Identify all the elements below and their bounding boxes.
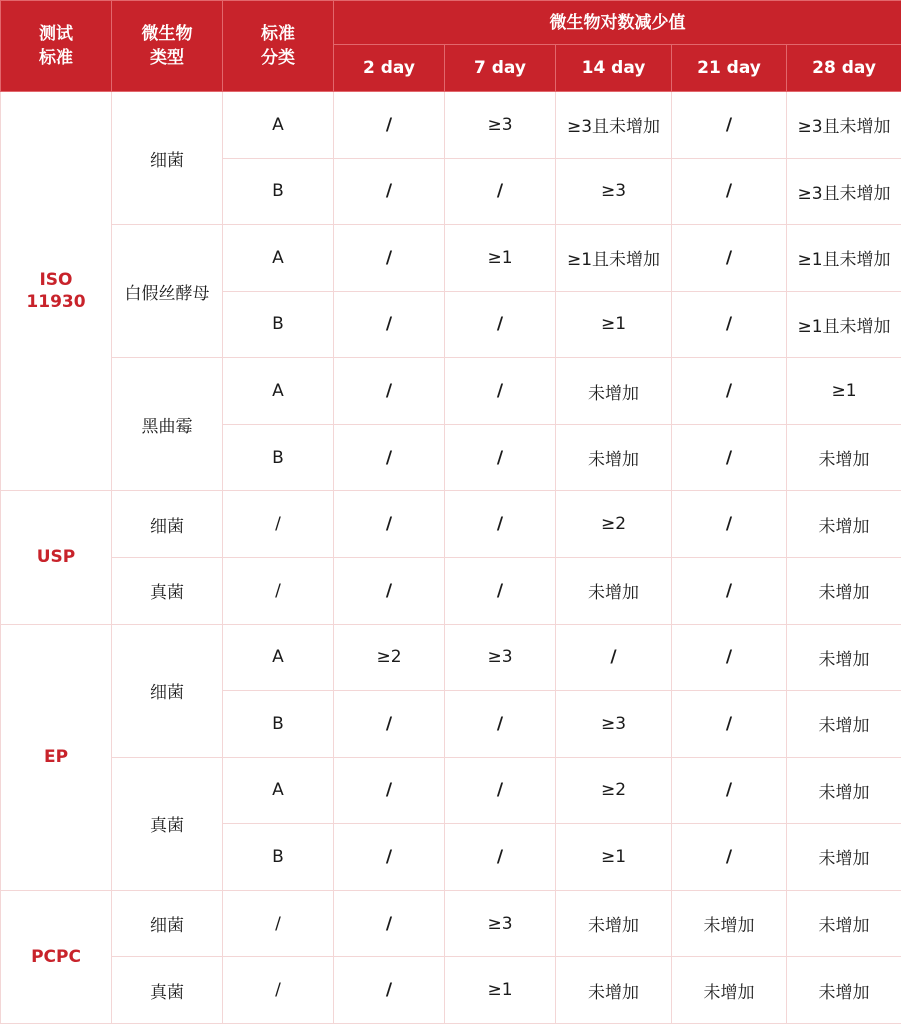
header-day-28: 28 day	[787, 45, 901, 92]
value-cell: 未增加	[672, 890, 787, 957]
standard-cell: ISO 11930	[1, 92, 112, 491]
value-cell: ≥2	[556, 491, 672, 558]
value-cell: /	[672, 424, 787, 491]
value-cell: 未增加	[672, 957, 787, 1024]
value-cell: ≥1	[445, 957, 556, 1024]
value-cell: ≥3	[556, 158, 672, 225]
table-row	[1, 225, 901, 292]
table-row	[1, 957, 901, 1024]
value-cell: /	[672, 225, 787, 292]
table-row	[1, 624, 901, 691]
table-row	[1, 92, 901, 159]
value-cell: /	[445, 557, 556, 624]
value-cell: 未增加	[556, 890, 672, 957]
value-cell: /	[334, 890, 445, 957]
value-cell: /	[445, 358, 556, 425]
value-cell: /	[334, 824, 445, 891]
value-cell: /	[334, 957, 445, 1024]
organism-cell: 细菌	[112, 491, 223, 558]
organism-cell: 细菌	[112, 890, 223, 957]
value-cell: 未增加	[787, 957, 901, 1024]
value-cell: /	[445, 424, 556, 491]
header-day-7: 7 day	[445, 45, 556, 92]
value-cell: ≥3	[445, 92, 556, 159]
value-cell: /	[672, 158, 787, 225]
organism-cell: 真菌	[112, 757, 223, 890]
organism-cell: 真菌	[112, 957, 223, 1024]
value-cell: /	[334, 491, 445, 558]
value-cell: 未增加	[787, 491, 901, 558]
value-cell: ≥3且未增加	[556, 92, 672, 159]
value-cell: 未增加	[787, 624, 901, 691]
value-cell: ≥3且未增加	[787, 92, 901, 159]
value-cell: 未增加	[787, 424, 901, 491]
value-cell: /	[556, 624, 672, 691]
standard-cell: USP	[1, 491, 112, 624]
criteria-class-cell: B	[223, 158, 334, 225]
value-cell: ≥1	[787, 358, 901, 425]
table-row	[1, 757, 901, 824]
criteria-class-cell: /	[223, 890, 334, 957]
criteria-class-cell: A	[223, 624, 334, 691]
table-body	[1, 92, 901, 1024]
value-cell: ≥3	[445, 890, 556, 957]
criteria-class-cell: A	[223, 92, 334, 159]
criteria-class-cell: A	[223, 225, 334, 292]
criteria-class-cell: /	[223, 957, 334, 1024]
value-cell: /	[445, 158, 556, 225]
table-row	[1, 491, 901, 558]
value-cell: 未增加	[787, 757, 901, 824]
value-cell: 未增加	[556, 424, 672, 491]
value-cell: /	[445, 757, 556, 824]
value-cell: ≥1	[445, 225, 556, 292]
value-cell: /	[672, 691, 787, 758]
header-criteria-class: 标准 分类	[223, 1, 334, 92]
value-cell: /	[334, 691, 445, 758]
header-test-standard: 测试 标准	[1, 1, 112, 92]
value-cell: ≥3且未增加	[787, 158, 901, 225]
value-cell: /	[672, 291, 787, 358]
value-cell: /	[334, 158, 445, 225]
value-cell: /	[445, 824, 556, 891]
criteria-class-cell: A	[223, 757, 334, 824]
value-cell: /	[334, 358, 445, 425]
value-cell: 未增加	[787, 890, 901, 957]
value-cell: 未增加	[787, 824, 901, 891]
value-cell: /	[334, 225, 445, 292]
standard-cell: EP	[1, 624, 112, 890]
table-row	[1, 890, 901, 957]
value-cell: /	[334, 424, 445, 491]
value-cell: /	[445, 691, 556, 758]
header-day-2: 2 day	[334, 45, 445, 92]
criteria-class-cell: A	[223, 358, 334, 425]
header-day-14: 14 day	[556, 45, 672, 92]
table-header	[1, 1, 901, 92]
value-cell: 未增加	[787, 691, 901, 758]
value-cell: /	[672, 92, 787, 159]
value-cell: ≥1且未增加	[787, 291, 901, 358]
value-cell: ≥1	[556, 824, 672, 891]
table-row	[1, 358, 901, 425]
organism-cell: 真菌	[112, 557, 223, 624]
value-cell: ≥2	[556, 757, 672, 824]
criteria-class-cell: /	[223, 557, 334, 624]
value-cell: /	[445, 491, 556, 558]
value-cell: ≥2	[334, 624, 445, 691]
value-cell: /	[672, 491, 787, 558]
value-cell: /	[672, 358, 787, 425]
value-cell: /	[672, 757, 787, 824]
organism-cell: 黑曲霉	[112, 358, 223, 491]
value-cell: /	[672, 624, 787, 691]
value-cell: ≥1	[556, 291, 672, 358]
value-cell: 未增加	[556, 557, 672, 624]
value-cell: ≥3	[445, 624, 556, 691]
value-cell: ≥3	[556, 691, 672, 758]
value-cell: /	[334, 291, 445, 358]
header-organism-type: 微生物 类型	[112, 1, 223, 92]
criteria-class-cell: B	[223, 691, 334, 758]
value-cell: /	[672, 824, 787, 891]
header-log-reduction: 微生物对数减少值	[334, 1, 901, 45]
value-cell: /	[445, 291, 556, 358]
value-cell: ≥1且未增加	[787, 225, 901, 292]
table-row	[1, 557, 901, 624]
criteria-class-cell: B	[223, 824, 334, 891]
value-cell: /	[334, 757, 445, 824]
criteria-class-cell: B	[223, 291, 334, 358]
value-cell: /	[672, 557, 787, 624]
criteria-class-cell: /	[223, 491, 334, 558]
criteria-class-cell: B	[223, 424, 334, 491]
value-cell: 未增加	[556, 957, 672, 1024]
value-cell: /	[334, 557, 445, 624]
standard-cell: PCPC	[1, 890, 112, 1023]
organism-cell: 白假丝酵母	[112, 225, 223, 358]
organism-cell: 细菌	[112, 92, 223, 225]
value-cell: /	[334, 92, 445, 159]
header-day-21: 21 day	[672, 45, 787, 92]
value-cell: 未增加	[787, 557, 901, 624]
value-cell: ≥1且未增加	[556, 225, 672, 292]
organism-cell: 细菌	[112, 624, 223, 757]
value-cell: 未增加	[556, 358, 672, 425]
